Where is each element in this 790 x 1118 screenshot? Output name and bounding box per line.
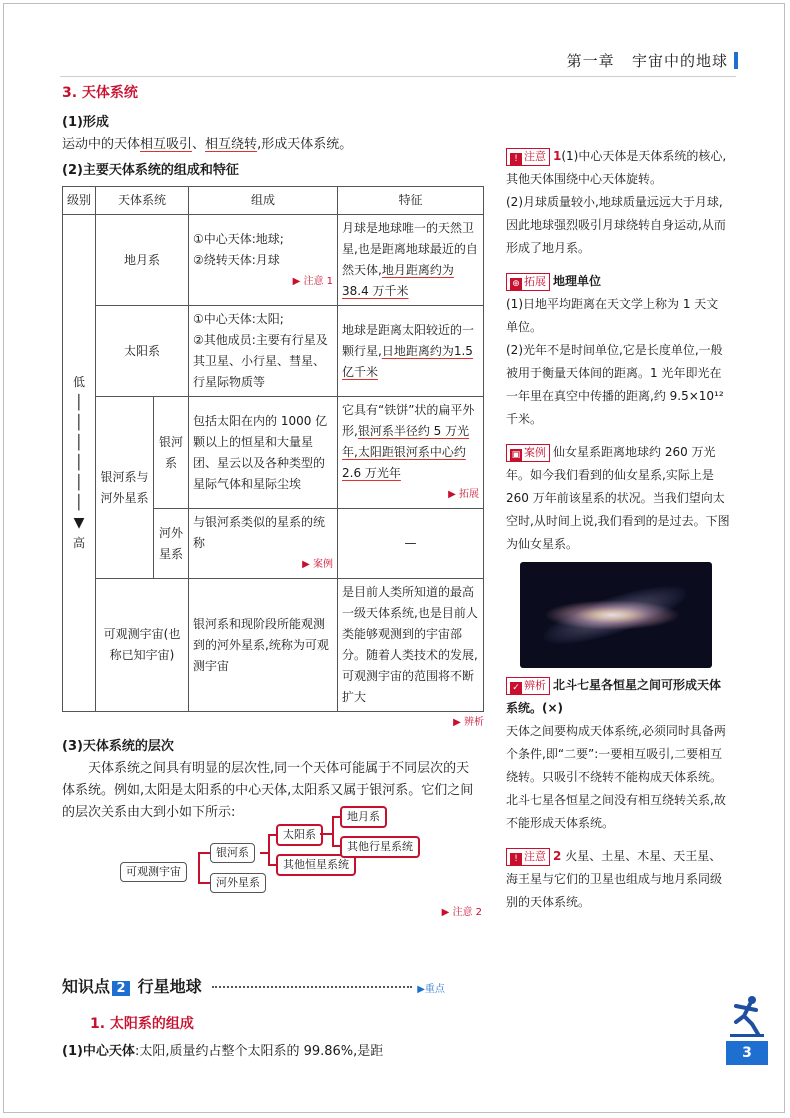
arrow-down-icon: │ │ │ │ │ │ ▼ — [73, 395, 85, 531]
runner-mascot-icon — [726, 994, 766, 1038]
chapter-label: 第一章 — [566, 52, 615, 70]
col-composition: 组成 — [189, 187, 338, 215]
tag-extension[interactable]: ▶ 拓展 — [342, 484, 479, 505]
table-row — [63, 215, 484, 306]
col-features: 特征 — [338, 187, 484, 215]
table-row — [63, 306, 484, 397]
table-subhead: (2)主要天体系统的组成和特征 — [62, 163, 239, 178]
analysis-label: ✓ 辨析 — [506, 677, 550, 695]
note-2-label: ! 注意 — [506, 848, 550, 866]
case-label: ▣ 案例 — [506, 444, 550, 462]
central-body-text: (1)中心天体:太阳,质量约占整个太阳系的 99.86%,是距 — [62, 1044, 384, 1059]
kp-number: 2 — [112, 981, 130, 996]
levels-subhead: (3)天体系统的层次 — [62, 739, 174, 754]
note-2: ! 注意 2 火星、土星、木星、天王星、海王星与它们的卫星也组成与地月系同级别的天体系统。 — [506, 849, 723, 909]
features-solar: 地球是距离太阳较近的一颗行星,日地距离约为1.5 亿千米 — [338, 306, 484, 397]
group-milky-other: 银河系与河外星系 — [96, 397, 154, 579]
note-1-p2: (2)月球质量较小,地球质量远远大于月球,因此地球强烈吸引月球绕转自身运动,从而形成了地月系。 — [506, 195, 726, 255]
composition-observable-universe: 银河系和现阶段所能观测到的河外星系,统称为可观测宇宙 — [189, 579, 338, 712]
tag-case[interactable]: ▶ 案例 — [193, 554, 333, 575]
kp-label: 知识点 — [62, 977, 111, 996]
system-observable-universe: 可观测宇宙(也称已知宇宙) — [96, 579, 189, 712]
extension-p2: (2)光年不是时间单位,它是长度单位,一般被用于衡量天体间的距离。1 光年即光在一年里在真空中传播的距离,约 9.5×10¹² 千米。 — [506, 343, 724, 426]
composition-solar: ①中心天体:太阳; ②其他成员:主要有行星及其卫星、小行星、彗星、行星际物质等 — [189, 306, 338, 397]
extension: ⊕ 拓展 地理单位 — [506, 270, 730, 293]
level-low: 低 — [72, 375, 85, 389]
node-earth-moon: 地月系 — [340, 806, 387, 828]
section-heading-solar-composition: 1. 太阳系的组成 — [90, 1016, 194, 1032]
note-1-label: ! 注意 — [506, 148, 550, 166]
andromeda-galaxy-image — [520, 562, 712, 668]
formation-subhead: (1)形成 — [62, 115, 109, 130]
node-other-galaxies: 河外星系 — [210, 873, 266, 893]
system-earth-moon: 地月系 — [96, 215, 189, 306]
node-solar-system: 太阳系 — [276, 824, 323, 846]
celestial-systems-table — [62, 186, 484, 712]
knowledge-point-2 — [62, 974, 482, 997]
note-1: ! 注意 1(1)中心天体是天体系统的核心,其他天体围绕中心天体旋转。 — [506, 149, 727, 186]
solar-composition-section — [62, 1012, 480, 1064]
levels-text: 天体系统之间具有明显的层次性,同一个天体可能属于不同层次的天体系统。例如,太阳是太阳系的中心天体,太阳系又属于银河系。它们之间的层次关系由大到小如下所示: — [62, 761, 474, 820]
features-other-galaxies: — — [338, 509, 484, 579]
system-other-galaxies: 河外星系 — [154, 509, 189, 579]
kp-title: 行星地球 — [137, 977, 202, 996]
main-column — [62, 82, 482, 924]
system-milky-way: 银河系 — [154, 397, 189, 509]
tag-note-2[interactable]: ▶ 注意 2 — [62, 902, 482, 924]
kp-key-tag: ▶重点 — [417, 984, 445, 995]
running-header — [567, 50, 738, 71]
composition-earth-moon: ①中心天体:地球; ②绕转天体:月球 ▶ 注意 1 — [189, 215, 338, 306]
composition-milky-way: 包括太阳在内的 1000 亿颗以上的恒星和大量星团、星云以及各种类型的星际气体和星际尘埃 — [189, 397, 338, 509]
col-system: 天体系统 — [96, 187, 189, 215]
table-row — [63, 397, 484, 509]
features-milky-way: 它具有“铁饼”状的扁平外形,银河系半径约 5 万光年,太阳距银河系中心约2.6 万光年 ▶ 拓展 — [338, 397, 484, 509]
col-level: 级别 — [63, 187, 96, 215]
case: ▣ 案例 仙女星系距离地球约 260 万光年。如今我们看到的仙女星系,实际上是 260 万年前该星系的状况。当我们望向太空时,从时间上说,我们看到的是过去。下图为仙女星系。 — [506, 445, 730, 551]
analysis: ✓ 辨析 北斗七星各恒星之间可形成天体系统。(×) — [506, 678, 722, 715]
analysis-text: 天体之间要构成天体系统,必须同时具备两个条件,即“二要”:一要相互吸引,二要相互绕转。只吸引不绕转不能构成天体系统。北斗七星各恒星之间没有相互绕转关系,故不能形成天体系统。 — [506, 724, 726, 830]
tag-note-1[interactable]: ▶ 注意 1 — [193, 271, 333, 292]
formation-text: 运动中的天体相互吸引、相互绕转,形成天体系统。 — [62, 137, 353, 152]
header-divider — [60, 76, 736, 77]
level-arrow-cell — [63, 215, 96, 712]
node-observable-universe: 可观测宇宙 — [120, 862, 187, 882]
table-row — [63, 579, 484, 712]
features-observable-universe: 是目前人类所知道的最高一级天体系统,也是目前人类能够观测到的宇宙部分。随着人类技术的发展,可观测宇宙的范围将不断扩大 — [338, 579, 484, 712]
node-other-star-systems: 其他恒星系统 — [276, 854, 356, 876]
table-header-row — [63, 187, 484, 215]
features-earth-moon: 月球是地球唯一的天然卫星,也是距离地球最近的自然天体,地月距离约为38.4 万千米 — [338, 215, 484, 306]
system-solar: 太阳系 — [96, 306, 189, 397]
composition-other-galaxies: 与银河系类似的星系的统称 ▶ 案例 — [189, 509, 338, 579]
node-milky-way: 银河系 — [210, 843, 255, 863]
section-heading-celestial-systems: 3. 天体系统 — [62, 85, 138, 101]
hierarchy-diagram — [62, 810, 482, 910]
side-column — [506, 145, 730, 914]
level-high: 高 — [72, 536, 85, 550]
extension-label: ⊕ 拓展 — [506, 273, 550, 291]
page-number: 3 — [726, 1041, 768, 1065]
header-bar — [734, 52, 738, 69]
extension-p1: (1)日地平均距离在天文学上称为 1 天文单位。 — [506, 297, 719, 334]
node-other-planetary: 其他行星系统 — [340, 836, 420, 858]
tag-analysis[interactable]: ▶ 辨析 — [62, 712, 484, 734]
chapter-title: 宇宙中的地球 — [631, 52, 728, 70]
kp-dots — [212, 986, 412, 988]
